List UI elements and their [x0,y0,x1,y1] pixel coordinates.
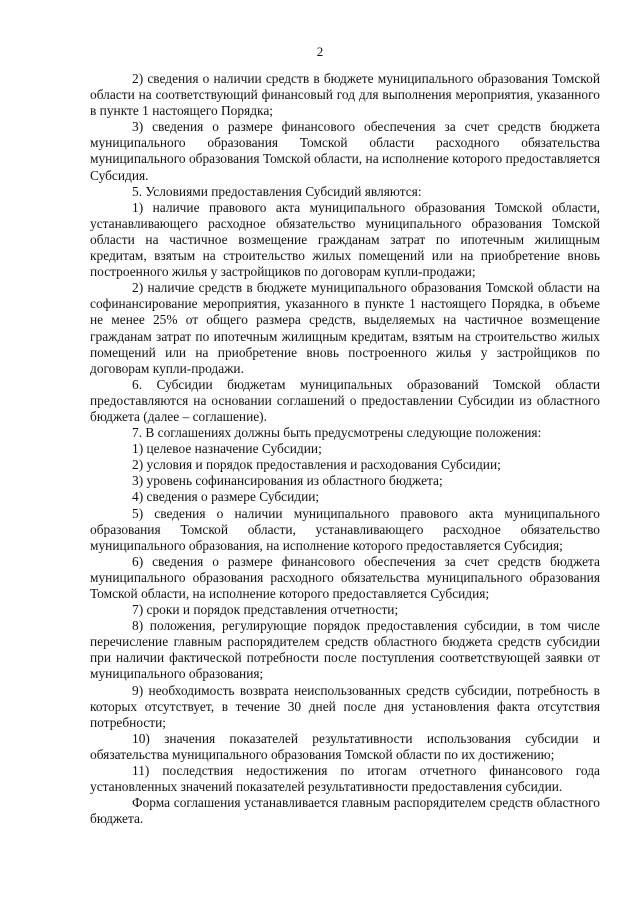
page-number: 2 [316,44,324,59]
paragraph: 2) условия и порядок предоставления и расходования Субсидии; [132,457,501,473]
paragraph: 6. Субсидии бюджетам муниципальных образований Томской области предоставляются на основании соглашений о предоставлении Субсидии из областного бюджета (далее – соглашение). [90,376,600,424]
document-body [90,71,600,827]
paragraph: 2) наличие средств в бюджете муниципального образования Томской области на софинансирование мероприятия, указанного в пункте 1 настоящего Порядка, в объеме не менее 25% от общего размера средств, выделяемых на частичное возмещение гражданам затрат по ипотечным жилищным кредитам, взятым на строительство жилых помещений или на приобретение вновь построенного жилья у застройщиков по договорам купли-продажи. [90,280,600,376]
paragraph: 6) сведения о размере финансового обеспечения за счет средств бюджета муниципального образования расходного обязательства муниципального образования Томской области, на исполнение которого предоставляется Субсидия; [90,553,600,601]
paragraph: 5) сведения о наличии муниципального правового акта муниципального образования Томской области, устанавливающего расходное обязательство муниципального образования, на исполнение которого предоставляется Субсидия; [90,505,600,553]
paragraph: 1) целевое назначение Субсидии; [132,441,322,457]
paragraph: 10) значения показателей результативности использования субсидии и обязательства муниципального образования Томской области по их достижению; [90,730,600,762]
paragraph: 11) последствия недостижения по итогам отчетного финансового года установленных значений показателей результативности предоставления субсидии. [90,763,600,795]
paragraph: 7. В соглашениях должны быть предусмотрены следующие положения: [132,425,542,441]
paragraph: 8) положения, регулирующие порядок предоставления субсидии, в том числе перечисление главным распорядителем средств областного бюджета средств субсидии при наличии фактической потребности после поступления соответствующей заявки от муниципального образования; [90,618,600,682]
paragraph: 7) сроки и порядок представления отчетности; [132,602,399,618]
paragraph: 3) уровень софинансирования из областного бюджета; [132,473,443,489]
paragraph: Форма соглашения устанавливается главным распорядителем средств областного бюджета. [90,795,600,827]
paragraph: 5. Условиями предоставления Субсидий являются: [132,183,422,199]
paragraph: 9) необходимость возврата неиспользованных средств субсидии, потребность в которых отсутствует, в течение 30 дней после дня установления факта отсутствия потребности; [90,682,600,730]
paragraph: 3) сведения о размере финансового обеспечения за счет средств бюджета муниципального образования Томской области расходного обязательства муниципального образования Томской области, на исполнение которого предоставляется Субсидия. [90,119,600,183]
paragraph: 1) наличие правового акта муниципального образования Томской области, устанавливающего расходное обязательство муниципального образования Томской области на частичное возмещение гражданам затрат по ипотечным жилищным кредитам, взятым на строительство жилых помещений или на приобретение вновь построенного жилья у застройщиков по договорам купли-продажи; [90,199,600,280]
paragraph: 4) сведения о размере Субсидии; [132,489,320,505]
paragraph: 2) сведения о наличии средств в бюджете муниципального образования Томской области на соответствующий финансовый год для выполнения мероприятия, указанного в пункте 1 настоящего Порядка; [90,71,600,119]
